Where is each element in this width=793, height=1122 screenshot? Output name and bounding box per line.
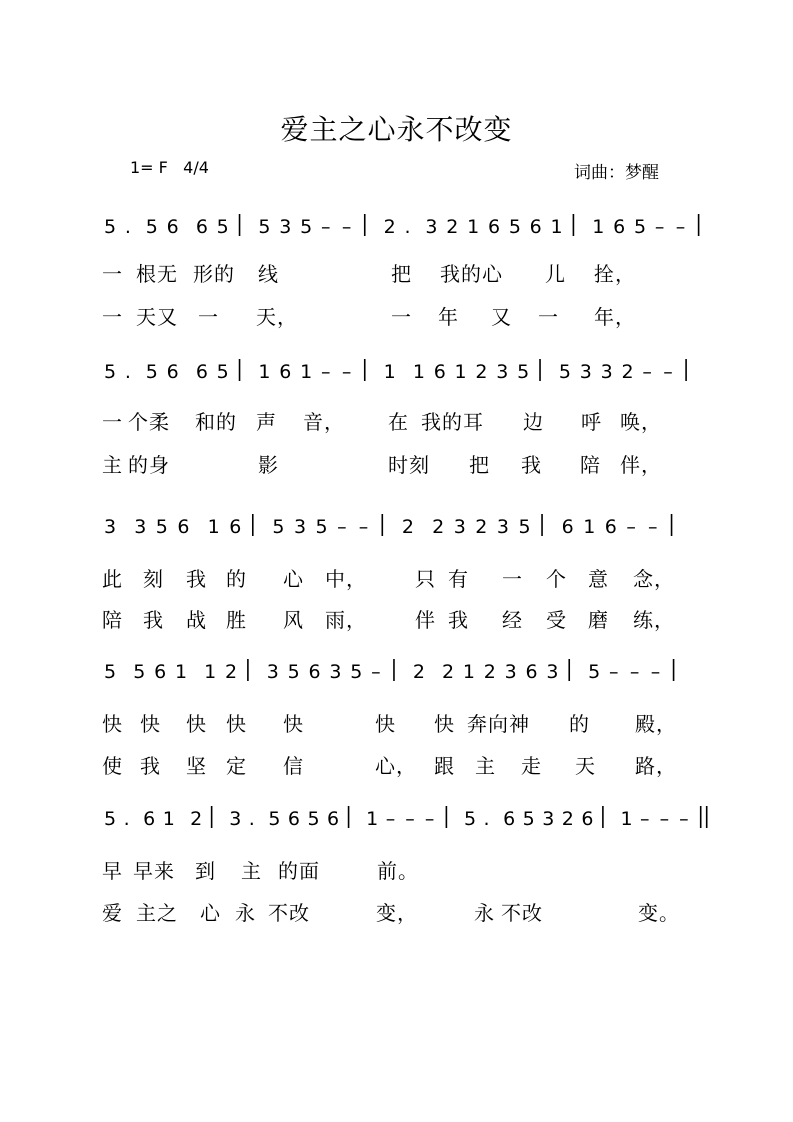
note-digit: 1 [383, 361, 396, 383]
dash-mark: – [640, 808, 650, 830]
note-digit: 6 [525, 661, 538, 683]
dash-mark: – [608, 661, 619, 683]
dot-mark: . [123, 808, 130, 830]
dash-mark: – [321, 216, 331, 238]
dot-mark: . [124, 361, 131, 383]
credit: 词曲：梦醒 [574, 163, 659, 183]
dash-mark: – [385, 808, 396, 830]
dash-mark: – [654, 216, 665, 238]
lyric-line: 快 快 快 快 快 快 快 奔向神 的 殿， [102, 712, 677, 736]
key-signature: 1= F 4/4 [130, 158, 209, 177]
note-digit: 6 [229, 516, 242, 538]
note-digit: 6 [166, 361, 179, 383]
song-title: 爱主之心永不改变 [280, 113, 513, 146]
lyric-line: 一 个柔 和的 声 音， 在 我的耳 边 呼 唤， [102, 410, 662, 434]
note-digit: 6 [581, 808, 594, 830]
note-digit: 5 [558, 361, 571, 383]
note-digit: 5 [272, 516, 285, 538]
note-digit: 5 [145, 216, 158, 238]
note-digit: 2 [475, 516, 488, 538]
lyric-line: 此 刻 我 的 心 中， 只 有 一 个 意 念， [102, 567, 675, 591]
note-digit: 1 [366, 808, 379, 830]
dash-mark: – [679, 808, 689, 830]
note-digit: 3 [104, 516, 117, 538]
note-digit: 6 [327, 808, 340, 830]
note-digit: 1 [258, 361, 271, 383]
note-digit: 5 [104, 216, 117, 238]
note-digit: 2 [442, 661, 455, 683]
note-digit: 5 [287, 661, 300, 683]
note-digit: 1 [162, 808, 175, 830]
note-digit: 5 [350, 661, 363, 683]
note-digit: 5 [522, 808, 535, 830]
dot-mark: . [248, 808, 255, 830]
note-digit: 5 [508, 216, 521, 238]
note-digit: 3 [546, 661, 559, 683]
lyric-line: 一 根无 形的 线 把 我的心 儿 拴， [102, 262, 636, 286]
note-digit: 2 [432, 516, 445, 538]
dash-mark: – [675, 216, 686, 238]
note-digit: 3 [579, 361, 592, 383]
note-digit: 1 [174, 661, 188, 683]
note-digit: 5 [517, 361, 530, 383]
note-digit: 5 [155, 516, 168, 538]
note-digit: 6 [154, 661, 167, 683]
note-digit: 3 [279, 216, 292, 238]
note-digit: 5 [300, 216, 313, 238]
note-digit: 2 [446, 216, 459, 238]
note-digit: 1 [454, 361, 467, 383]
note-digit: 1 [583, 516, 596, 538]
lyric-line: 陪 我 战 胜 风 雨， 伴 我 经 受 磨 练， [102, 608, 675, 632]
note-digit: 3 [229, 808, 242, 830]
note-digit: 6 [279, 361, 292, 383]
note-digit: 6 [308, 661, 321, 683]
note-digit: 1 [550, 216, 563, 238]
note-digit: 5 [315, 516, 328, 538]
note-digit: 5 [463, 808, 477, 830]
note-digit: 1 [467, 216, 480, 238]
dash-mark: – [424, 808, 435, 830]
note-digit: 1 [412, 361, 425, 383]
dot-mark: . [483, 808, 490, 830]
dash-mark: – [371, 661, 381, 683]
lyric-line: 使 我 坚 定 信 心， 跟 主 走 天 路， [102, 754, 677, 778]
dash-mark: – [647, 516, 658, 538]
lyric-line: 一 天又 一 天， 一 年 又 一 年， [102, 305, 636, 329]
note-digit: 2 [383, 216, 396, 238]
note-digit: 2 [561, 808, 574, 830]
note-digit: 6 [561, 516, 574, 538]
lyric-line: 爱 主之 心 永 不改 变， 永 不改 变。 [102, 901, 680, 925]
note-digit: 1 [592, 216, 605, 238]
note-digit: 3 [496, 361, 509, 383]
note-digit: 1 [462, 661, 476, 683]
note-digit: 2 [475, 361, 488, 383]
note-digit: 6 [166, 216, 179, 238]
note-digit: 1 [204, 661, 217, 683]
note-digit: 3 [542, 808, 555, 830]
note-digit: 3 [504, 661, 517, 683]
note-digit: 5 [216, 216, 229, 238]
note-digit: 1 [620, 808, 633, 830]
dash-mark: – [626, 516, 636, 538]
note-digit: 5 [104, 361, 117, 383]
note-digit: 3 [329, 661, 342, 683]
dash-mark: – [642, 361, 652, 383]
note-digit: 5 [268, 808, 281, 830]
note-digit: 5 [133, 661, 146, 683]
note-digit: 1 [207, 516, 220, 538]
note-digit: 3 [293, 516, 307, 538]
note-digit: 3 [266, 661, 279, 683]
note-digit: 2 [190, 808, 203, 830]
note-digit: 6 [287, 808, 300, 830]
dash-mark: – [659, 808, 670, 830]
note-digit: 3 [425, 216, 438, 238]
note-digit: 3 [600, 361, 613, 383]
note-digit: 5 [145, 361, 158, 383]
note-digit: 3 [134, 516, 147, 538]
note-digit: 5 [634, 216, 647, 238]
dash-mark: – [341, 216, 352, 238]
dot-mark: . [124, 216, 131, 238]
note-digit: 2 [412, 661, 425, 683]
note-digit: 6 [613, 216, 626, 238]
note-digit: 6 [433, 361, 446, 383]
note-digit: 2 [225, 661, 238, 683]
dash-mark: – [358, 516, 369, 538]
note-digit: 5 [588, 661, 601, 683]
note-digit: 5 [307, 808, 320, 830]
note-digit: 6 [604, 516, 617, 538]
note-digit: 6 [487, 216, 501, 238]
lyric-line: 主 的身 影 时刻 把 我 陪 伴， [102, 453, 662, 477]
note-digit: 3 [453, 516, 466, 538]
dash-mark: – [405, 808, 415, 830]
note-digit: 6 [177, 516, 190, 538]
note-digit: 6 [143, 808, 156, 830]
note-digit: 5 [104, 808, 117, 830]
note-digit: 6 [529, 216, 542, 238]
dash-mark: – [341, 361, 352, 383]
note-digit: 6 [195, 361, 208, 383]
dash-mark: – [337, 516, 347, 538]
note-digit: 5 [518, 516, 531, 538]
dash-mark: – [321, 361, 331, 383]
dash-mark: – [629, 661, 640, 683]
dash-mark: – [663, 361, 673, 383]
note-digit: 6 [195, 216, 208, 238]
note-digit: 2 [621, 361, 634, 383]
note-digit: 5 [258, 216, 271, 238]
note-digit: 3 [496, 516, 509, 538]
note-digit: 5 [104, 661, 117, 683]
note-digit: 1 [300, 361, 313, 383]
lyric-line: 早 早来 到 主 的面 前。 [102, 859, 419, 883]
note-digit: 2 [401, 516, 414, 538]
dash-mark: – [650, 661, 661, 683]
dot-mark: . [404, 216, 411, 238]
note-digit: 6 [503, 808, 516, 830]
note-digit: 2 [483, 661, 496, 683]
note-digit: 5 [216, 361, 229, 383]
